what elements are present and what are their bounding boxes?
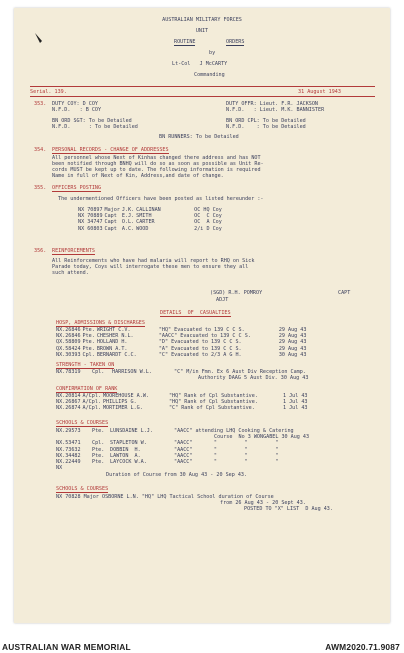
- cell-name: PHILLIPS G.: [102, 399, 137, 406]
- table-row: [78, 226, 224, 232]
- hosp-table: [56, 327, 308, 358]
- cell-detail: [174, 465, 311, 471]
- cell-posting: OC A Coy: [194, 219, 222, 226]
- signature-title: ADJT: [216, 297, 229, 303]
- cell-rank: Pte.: [92, 452, 105, 459]
- cell-posting: OC HQ Coy: [194, 207, 222, 213]
- cell-detail: "AACC" " " ": [174, 452, 279, 459]
- cell-date: 29 Aug 43: [278, 345, 307, 352]
- signature-rank: CAPT: [338, 290, 351, 296]
- document-page: [14, 8, 390, 623]
- bn-ord-cpl: BN ORD CPL: To be Detailed: [226, 118, 306, 124]
- cell-date: 1 Jul 43: [282, 393, 308, 399]
- cell-detail: "AACC" " " ": [174, 459, 279, 466]
- cell-number: NX.34482: [56, 452, 81, 459]
- table-row: [56, 375, 310, 381]
- cell-number: NX.26874: [56, 405, 81, 412]
- cell-rank: Pte.: [82, 327, 95, 333]
- top-rule: [30, 86, 375, 87]
- cell-number: NX.20814: [56, 393, 81, 399]
- table-row: [56, 459, 311, 465]
- part2-title: DETAILS OF CASUALTIES: [160, 310, 231, 316]
- cell-rank: A/Cpl.: [82, 399, 101, 406]
- cell-rank: Capt: [104, 213, 117, 220]
- cell-name: LUNSDAINE L.J.: [110, 428, 153, 434]
- bn-ord-sgt: BN ORD SGT: To be Detailed: [52, 118, 132, 124]
- schools2-row: NX 70828 Major OSBORNE L.N. "HQ" LHQ Tactical School duration of Course: [56, 494, 274, 500]
- cell-name: [110, 465, 174, 471]
- schools-table: [56, 428, 311, 471]
- cell-initials: E.J.: [121, 213, 135, 220]
- table-row: [56, 465, 311, 471]
- duty-nfd-left: N.F.D. : B COY: [52, 107, 102, 113]
- sec354-line-0: All personnel whose Next of Kinhas changed there address and has NOT: [52, 155, 261, 161]
- footer-right: AWM2020.71.9087: [325, 642, 400, 652]
- cell-detail: "C" Evacuated to 2/3 A G H.: [158, 351, 242, 358]
- cell-name: LAYCOCK W.A.: [110, 459, 147, 466]
- cell-name: HOLLAND H.: [96, 339, 128, 346]
- cell-posting: OC C Coy: [194, 213, 222, 220]
- cell-detail: "AACC" " " ": [174, 440, 279, 447]
- cell-number: NX 60803: [78, 225, 103, 232]
- cell-rank: A/Cpl.: [82, 405, 101, 412]
- cell-detail: "AACC" attending LHQ Cooking & Catering: [174, 428, 294, 434]
- strength-heading-wrap: [56, 362, 114, 368]
- cell-detail: Authority DAAG 5 Aust Div. 30 Aug 43: [198, 375, 309, 382]
- routine-label: ROUTINE: [174, 39, 196, 45]
- hosp-heading: HOSP, ADMISSIONS & DISCHARGES: [56, 320, 145, 326]
- hosp-heading-wrap: [56, 320, 145, 326]
- strength-heading: STRENGTH - TAKEN ON: [56, 362, 115, 368]
- cell-surname: CARTER: [136, 219, 155, 226]
- table-row: [56, 447, 311, 453]
- serial-date: 31 August 1943: [298, 89, 341, 95]
- cell-rank: Cpl.: [92, 369, 105, 375]
- sec356-num: 356.: [34, 248, 47, 254]
- cell-number: NX 70897: [78, 207, 103, 213]
- cell-date: 1 Jul 43: [282, 399, 308, 406]
- cell-rank: A/Cpl.: [82, 393, 101, 399]
- sec354-line-3: Name in full of Next of Kin, Address,and date of change.: [52, 173, 224, 179]
- cell-rank: Pte.: [82, 345, 95, 352]
- sec355-intro: The undermentioned Officers have been posted as listed hereunder :-: [58, 196, 264, 202]
- cell-name: CHESHER N.L.: [96, 333, 134, 340]
- duty-coy: DUTY COY: D COY: [52, 101, 99, 107]
- part2-title-wrap: [160, 310, 231, 316]
- cell-detail: Course No 3 WONGABEL 30 Aug 43: [214, 434, 310, 441]
- cell-rank: [92, 465, 110, 471]
- footer-left: AUSTRALIAN WAR MEMORIAL: [2, 642, 131, 652]
- table-row: [56, 440, 311, 446]
- cell-posting: 2/i D Coy: [194, 225, 222, 232]
- schools2-cont2: POSTED TO "X" LIST D Aug 43.: [244, 506, 333, 512]
- serial-rule: [30, 96, 375, 97]
- cell-rank: Pte.: [92, 459, 105, 466]
- cell-detail: "HQ" Rank of Cpl Substantive.: [168, 393, 258, 399]
- cell-number: NX 70889: [78, 213, 103, 220]
- bn-runners: BN RUNNERS: To be Detailed: [159, 134, 239, 140]
- cell-rank: [92, 375, 112, 381]
- duty-num: 353.: [34, 101, 47, 107]
- strength-table: [56, 369, 310, 381]
- rank-heading: CONFIRMATION OF RANK: [56, 386, 118, 392]
- cell-name: MOOREHOUSE A.W.: [102, 393, 149, 399]
- cell-rank: Capt: [104, 225, 117, 232]
- cell-number: NX: [56, 465, 63, 472]
- cell-rank: Pte.: [82, 339, 95, 346]
- cell-detail: "AACC" " " ": [174, 446, 279, 453]
- cell-number: QX.58809: [56, 339, 81, 346]
- sec354-line-2: cords MUST be kept up to date. The following information is required: [52, 167, 261, 173]
- cell-detail: "A" Evacuated to 139 C C S.: [158, 345, 242, 352]
- cell-initials: O.L.: [121, 219, 135, 226]
- table-row: [78, 219, 224, 225]
- schools2-heading: SCHOOLS & COURSES: [56, 486, 109, 492]
- cell-rank: Pte.: [82, 333, 95, 340]
- bn-nfd-left: N.F.D. : To be Detailed: [52, 124, 138, 130]
- cell-detail: "AACC" Evacuated to 139 C C S.: [158, 333, 251, 340]
- cell-initials: A.C.: [121, 225, 135, 232]
- header-line3-left: [174, 39, 195, 45]
- cell-detail: "D" Evacuated to 139 C C S.: [158, 339, 242, 346]
- rank-table: [56, 393, 310, 412]
- schools2-cont1: from 26 Aug 43 - 20 Sept 43.: [220, 500, 306, 506]
- cell-name: STAPLETON W.: [110, 440, 147, 447]
- cell-number: NX 34747: [78, 219, 103, 226]
- schools-heading: SCHOOLS & COURSES: [56, 420, 109, 426]
- sec356-heading: REINFORCEMENTS: [52, 248, 95, 254]
- sec354-num: 354.: [34, 147, 47, 153]
- cell-detail: "C" M/in Fmn. Ex 6 Aust Div Reception Camp.: [174, 369, 306, 375]
- cell-date: 29 Aug 43: [278, 339, 307, 346]
- cell-surname: CALLINAN: [136, 207, 161, 213]
- cell-number: NX.78319: [56, 369, 81, 375]
- cell-date: 29 Aug 43: [278, 327, 307, 333]
- bn-nfd-right: N.F.D. : To be Detailed: [226, 124, 306, 130]
- cell-name: WRIGHT C.V.: [96, 327, 131, 333]
- header-line2: UNIT: [195, 28, 209, 34]
- sec355-heading-wrap: [52, 185, 101, 191]
- officers-table: [78, 207, 224, 232]
- cell-number: NX.26846: [56, 333, 81, 340]
- course-duration: Duration of Course from 30 Aug 43 - 20 Sep 43.: [106, 472, 248, 478]
- cell-name: MORTIMER L.G.: [102, 405, 143, 412]
- sec354-line-1: been notified through BNHQ will do so as soon as possible as Unit Re-: [52, 161, 264, 167]
- duty-offr: DUTY OFFR: Lieut. F.R. JACKSON: [226, 101, 319, 107]
- cell-surname: SMITH: [136, 213, 152, 220]
- signature-sgd: (SGD) R.H. POMROY: [210, 290, 263, 296]
- duty-nfd-right: N.F.D. : Lieut. M.K. BANNISTER: [226, 107, 325, 113]
- cell-rank: Cpl.: [92, 440, 105, 447]
- cell-name: BROWN A.T.: [96, 345, 128, 352]
- cell-number: NX.26846: [56, 327, 81, 333]
- sec356-line-0: All Reinforcements who have had malaria will report to RHQ on Sick: [52, 258, 255, 264]
- header-line1: AUSTRALIAN MILITARY FORCES: [162, 17, 242, 23]
- rank-heading-wrap: [56, 386, 117, 392]
- table-row: [56, 352, 308, 358]
- cell-number: NX.73632: [56, 446, 81, 453]
- cell-detail: "C" Rank of Cpl Substantive.: [168, 405, 255, 412]
- cell-number: NX.29573: [56, 428, 81, 434]
- sec354-heading-wrap: [52, 147, 169, 153]
- cell-rank: Cpl.: [82, 351, 95, 358]
- cell-date: 30 Aug 43: [278, 351, 307, 358]
- cell-number: NX.22449: [56, 459, 81, 466]
- cell-name: HARRISON W.L.: [112, 369, 152, 375]
- header-line5: Lt-Col J McCARTY: [172, 61, 228, 67]
- cell-name: DOBBIN H.: [110, 446, 141, 453]
- cell-number: NX.26867: [56, 399, 81, 406]
- cell-rank: Pte.: [92, 428, 105, 434]
- cell-number: NX.53471: [56, 440, 81, 447]
- cell-number: QX.58424: [56, 345, 81, 352]
- cell-detail: "HQ" Rank of Cpl Substantive.: [168, 399, 258, 406]
- sec354-heading: PERSONAL RECORDS - CHANGE OF ADDRESSES: [52, 147, 169, 153]
- cell-initials: J.K.: [121, 207, 135, 213]
- serial-label: Serial. 139.: [30, 89, 67, 95]
- header-line3-right: [226, 39, 244, 45]
- cell-number: NX.30393: [56, 351, 81, 358]
- cell-number: [56, 375, 92, 381]
- sec356-line-2: such attend.: [52, 270, 89, 276]
- orders-label: ORDERS: [226, 39, 245, 45]
- cell-name: [112, 375, 174, 381]
- cell-surname: WOOD: [136, 225, 149, 232]
- sec356-heading-wrap: [52, 248, 95, 254]
- cell-name: BERNARDT C.C.: [96, 351, 137, 358]
- cell-date: 29 Aug 43: [278, 333, 307, 340]
- sec355-heading: OFFICERS POSTING: [52, 185, 102, 191]
- cell-rank: Pte.: [92, 446, 105, 453]
- schools2-heading-wrap: [56, 486, 108, 492]
- cell-date: 1 Jul 43: [282, 405, 308, 412]
- cell-rank: Capt: [104, 219, 117, 226]
- table-row: [56, 405, 310, 411]
- archive-footer: [0, 640, 404, 653]
- cell-detail: "HQ" Evacuated to 139 C C S.: [158, 327, 245, 333]
- header-line6: Commanding: [194, 72, 225, 78]
- schools-heading-wrap: [56, 420, 108, 426]
- header-line4: by: [209, 50, 216, 56]
- sec356-line-1: Parade today, Coys will interrogate these men to ensure they all: [52, 264, 249, 270]
- cell-rank: Major: [104, 207, 120, 213]
- sec355-num: 355.: [34, 185, 47, 191]
- cell-name: LAWTON A.: [110, 452, 141, 459]
